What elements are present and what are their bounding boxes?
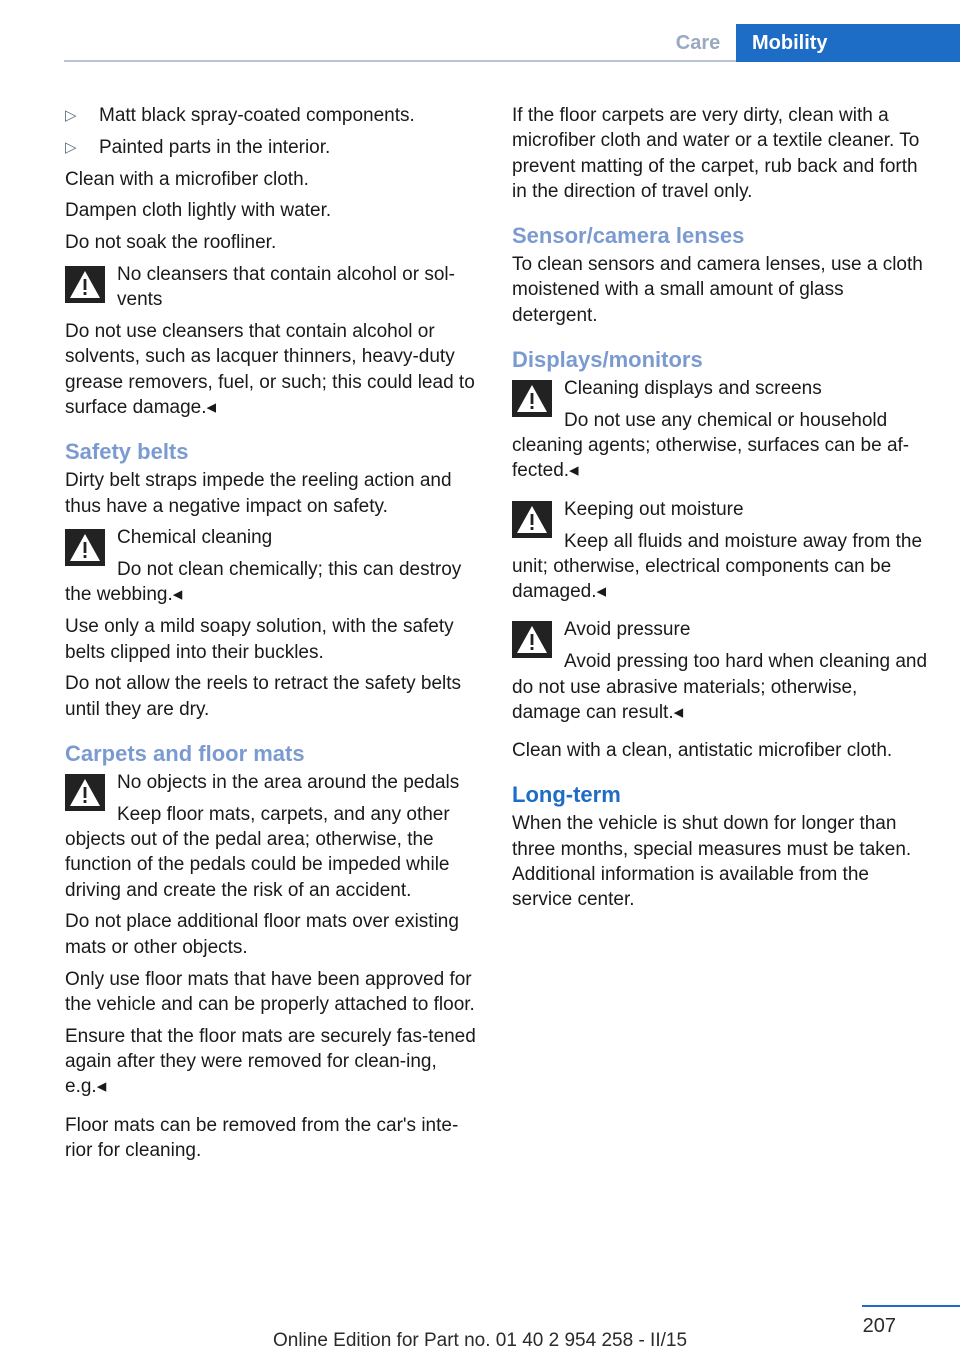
paragraph: If the floor carpets are very dirty, clean with a microfiber cloth and water or a textile cleaner. To prevent matting of the carpet, rub back and forth in the direction of travel only. bbox=[512, 105, 920, 202]
warning-triangle-icon bbox=[65, 774, 105, 811]
warning-triangle-icon bbox=[65, 266, 105, 303]
section-heading: Carpets and floor mats bbox=[65, 740, 305, 766]
paragraph: Use only a mild soapy solution, with the safety belts clipped into their buckles. bbox=[65, 616, 454, 663]
warning-triangle-icon bbox=[512, 621, 552, 658]
paragraph: Clean with a clean, antistatic microfiber cloth. bbox=[512, 740, 893, 762]
warning-triangle-icon bbox=[512, 380, 552, 417]
paragraph: Do not place additional floor mats over existing mats or other objects. bbox=[65, 911, 459, 958]
warning-title: Cleaning displays and screens bbox=[564, 378, 822, 400]
warning-title: No cleansers that contain alcohol or sol-vents bbox=[117, 263, 455, 311]
section-heading: Sensor/camera lenses bbox=[512, 223, 745, 249]
warning-body: Do not clean chemically; this can destroy the webbing.◂ bbox=[65, 559, 462, 606]
bullet-list bbox=[65, 103, 479, 160]
warning-block bbox=[65, 262, 479, 420]
list-item bbox=[65, 135, 479, 160]
footer-rule bbox=[862, 1305, 960, 1307]
list-item-text: Painted parts in the interior. bbox=[99, 136, 331, 158]
triangle-right-icon: ▷ bbox=[65, 138, 77, 156]
tab-mobility[interactable]: Mobility bbox=[736, 24, 960, 62]
list-item bbox=[65, 103, 479, 128]
warning-triangle-icon bbox=[65, 529, 105, 566]
paragraph: Dampen cloth lightly with water. bbox=[65, 200, 332, 222]
paragraph: Floor mats can be removed from the car's inte-rior for cleaning. bbox=[65, 1114, 459, 1161]
paragraph: Do not allow the reels to retract the safety belts until they are dry. bbox=[65, 673, 462, 720]
warning-body: Keep floor mats, carpets, and any other objects out of the pedal area; otherwise, the function of the pedals could be impeded while driving and create the risk of an accident. bbox=[65, 803, 450, 901]
triangle-right-icon: ▷ bbox=[65, 107, 77, 124]
section-heading: Displays/monitors bbox=[512, 347, 703, 373]
warning-block bbox=[65, 770, 479, 903]
paragraph: Only use floor mats that have been approved for the vehicle and can be properly attached to floor. bbox=[65, 968, 475, 1015]
tab-care[interactable]: Care bbox=[675, 31, 721, 54]
warning-block bbox=[512, 617, 930, 725]
warning-body: Do not use any chemical or household cleaning agents; otherwise, surfaces can be af-fected.◂ bbox=[512, 409, 910, 482]
warning-title: No objects in the area around the pedals bbox=[117, 771, 460, 793]
paragraph: To clean sensors and camera lenses, use a cloth moistened with a small amount of glass detergent. bbox=[512, 254, 923, 326]
paragraph: When the vehicle is shut down for longer than three months, special measures must be taken. Additional information is available from the service center. bbox=[512, 813, 912, 911]
edition-footer: Online Edition for Part no. 01 40 2 954 258 - II/15 bbox=[272, 1330, 688, 1351]
paragraph: Ensure that the floor mats are securely fas-tened again after they were removed for clean-ing, e.g.◂ bbox=[65, 1025, 476, 1098]
page-number: 207 bbox=[862, 1315, 896, 1337]
warning-title: Avoid pressure bbox=[564, 619, 691, 641]
left-column bbox=[65, 103, 479, 1170]
section-heading: Safety belts bbox=[65, 439, 189, 465]
section-heading: Long-term bbox=[512, 782, 621, 808]
warning-body: Keep all fluids and moisture away from the unit; otherwise, electrical components can be damaged.◂ bbox=[512, 530, 923, 603]
warning-body: Avoid pressing too hard when cleaning and do not use abrasive materials; otherwise, damage can result.◂ bbox=[512, 651, 928, 723]
paragraph: Clean with a microfiber cloth. bbox=[65, 168, 309, 190]
right-column bbox=[512, 103, 930, 919]
warning-block bbox=[512, 497, 930, 605]
paragraph: Do not soak the roofliner. bbox=[65, 232, 277, 254]
warning-body: Do not use cleansers that contain alcohol or solvents, such as lacquer thinners, heavy-duty grease removers, fuel, or such; this could lead to surface damage.◂ bbox=[65, 321, 475, 418]
warning-block bbox=[512, 376, 930, 484]
list-item-text: Matt black spray-coated components. bbox=[99, 105, 415, 126]
warning-title: Keeping out moisture bbox=[564, 498, 744, 520]
warning-block bbox=[65, 525, 479, 607]
warning-title: Chemical cleaning bbox=[117, 527, 273, 549]
paragraph: Dirty belt straps impede the reeling action and thus have a negative impact on safety. bbox=[65, 470, 452, 517]
warning-triangle-icon bbox=[512, 501, 552, 538]
